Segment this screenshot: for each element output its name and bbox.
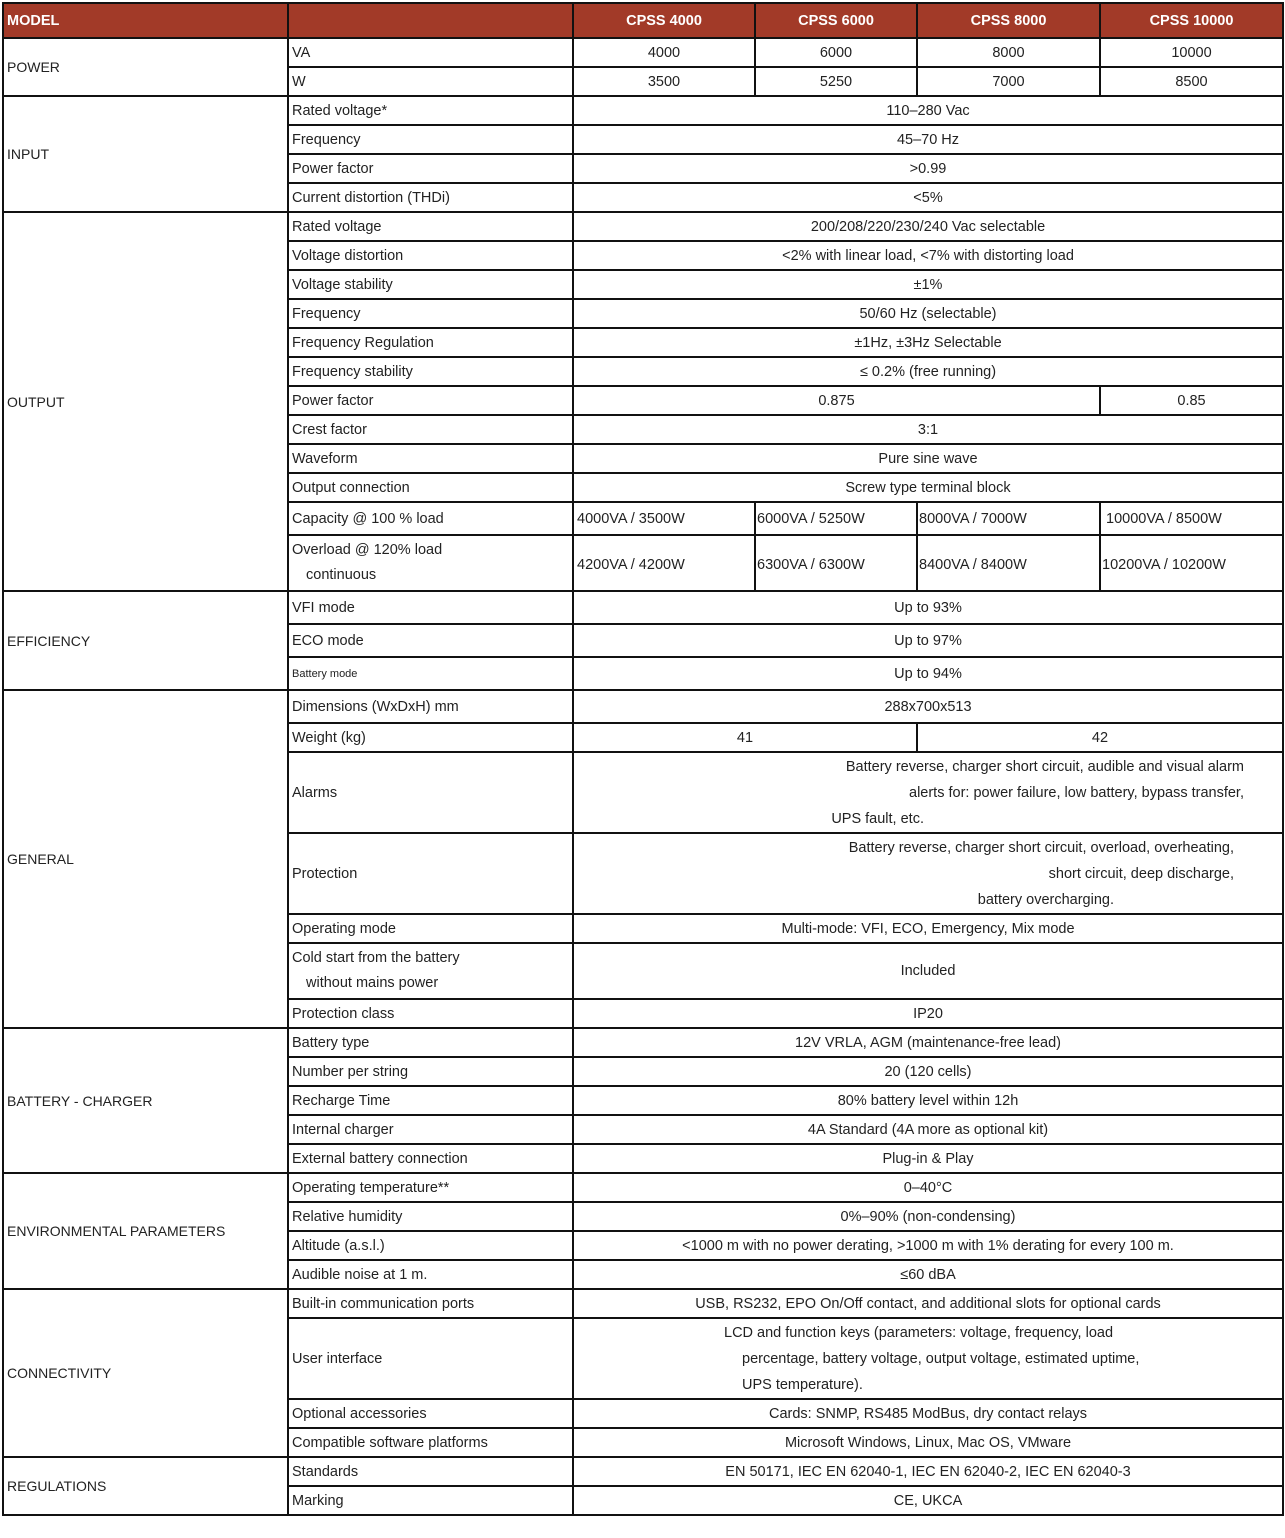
cell-value: 8500 [1100,67,1283,96]
row-label: Battery type [288,1028,573,1057]
row-label: Frequency Regulation [288,328,573,357]
cell-value: 12V VRLA, AGM (maintenance-free lead) [573,1028,1283,1057]
cell-value: Up to 94% [573,657,1283,690]
row-label: ECO mode [288,624,573,657]
row-label: Relative humidity [288,1202,573,1231]
row-label: Operating temperature** [288,1173,573,1202]
cell-value: Cards: SNMP, RS485 ModBus, dry contact relays [573,1399,1283,1428]
row-label: Output connection [288,473,573,502]
row-label [288,535,573,591]
category-efficiency: EFFICIENCY [3,591,288,690]
category-regulations: REGULATIONS [3,1457,288,1515]
cell-value: 8000VA / 7000W [917,502,1100,535]
row-label: Power factor [288,154,573,183]
row-label: User interface [288,1318,573,1399]
cell-line: UPS temperature). [742,1376,863,1393]
row-label: Frequency [288,299,573,328]
row-label: Power factor [288,386,573,415]
row-label: Rated voltage* [288,96,573,125]
row-label: VFI mode [288,591,573,624]
row-label: Number per string [288,1057,573,1086]
header-model-4: CPSS 10000 [1100,3,1283,38]
cell-value: ≤ 0.2% (free running) [573,357,1283,386]
header-model-3: CPSS 8000 [917,3,1100,38]
row-label: Operating mode [288,914,573,943]
row-label-line: without mains power [306,975,439,991]
cell-value: USB, RS232, EPO On/Off contact, and additional slots for optional cards [573,1289,1283,1318]
cell-value: 7000 [917,67,1100,96]
row-label-line: continuous [306,567,377,583]
row-label: Voltage stability [288,270,573,299]
row-label: Frequency stability [288,357,573,386]
category-battery: BATTERY - CHARGER [3,1028,288,1173]
table-row [3,1173,1283,1202]
row-label: Battery mode [288,657,573,690]
row-label: Altitude (a.s.l.) [288,1231,573,1260]
cell-value: 0–40°C [573,1173,1283,1202]
cell-value: 3:1 [573,415,1283,444]
category-connectivity: CONNECTIVITY [3,1289,288,1457]
cell-value: 110–280 Vac [573,96,1283,125]
cell-value: 5250 [755,67,917,96]
spec-table [2,2,1284,1516]
row-label: W [288,67,573,96]
cell-value: 6000VA / 5250W [755,502,917,535]
cell-line: LCD and function keys (parameters: voltage, frequency, load [724,1324,1114,1341]
cell-value: <5% [573,183,1283,212]
cell-value: 8000 [917,38,1100,67]
header-model: MODEL [3,3,288,38]
table-row [3,591,1283,624]
row-label: Dimensions (WxDxH) mm [288,690,573,723]
header-spacer [288,3,573,38]
row-label: Current distortion (THDi) [288,183,573,212]
cell-value: 200/208/220/230/240 Vac selectable [573,212,1283,241]
row-label-line: Overload @ 120% load [292,542,443,558]
cell-value: 10000VA / 8500W [1100,502,1283,535]
cell-value: EN 50171, IEC EN 62040-1, IEC EN 62040-2, IEC EN 62040-3 [573,1457,1283,1486]
cell-value: 0.85 [1100,386,1283,415]
cell-value: ≤60 dBA [573,1260,1283,1289]
cell-value: IP20 [573,999,1283,1028]
cell-value: Up to 97% [573,624,1283,657]
cell-line: alerts for: power failure, low battery, bypass transfer, [909,784,1244,801]
cell-value: 8400VA / 8400W [917,535,1100,591]
cell-value [573,752,1283,833]
cell-line: UPS fault, etc. [831,810,924,827]
cell-line: Battery reverse, charger short circuit, overload, overheating, [848,839,1234,856]
row-label: Marking [288,1486,573,1515]
cell-value: 50/60 Hz (selectable) [573,299,1283,328]
row-label: Voltage distortion [288,241,573,270]
cell-value: 41 [573,723,917,752]
row-label: Internal charger [288,1115,573,1144]
cell-value: 4A Standard (4A more as optional kit) [573,1115,1283,1144]
cell-value: 45–70 Hz [573,125,1283,154]
category-power: POWER [3,38,288,96]
header-model-2: CPSS 6000 [755,3,917,38]
header-model-1: CPSS 4000 [573,3,755,38]
cell-value: Microsoft Windows, Linux, Mac OS, VMware [573,1428,1283,1457]
cell-value: Up to 93% [573,591,1283,624]
cell-value: Plug-in & Play [573,1144,1283,1173]
cell-value: Pure sine wave [573,444,1283,473]
row-label: Weight (kg) [288,723,573,752]
cell-value [573,833,1283,914]
row-label [288,943,573,999]
cell-value: 4000 [573,38,755,67]
cell-value: 80% battery level within 12h [573,1086,1283,1115]
table-row [3,212,1283,241]
cell-value: <1000 m with no power derating, >1000 m with 1% derating for every 100 m. [573,1231,1283,1260]
row-label: Protection [288,833,573,914]
cell-value: 10200VA / 10200W [1100,535,1283,591]
header-row [3,3,1283,38]
table-row [3,1028,1283,1057]
cell-value: CE, UKCA [573,1486,1283,1515]
cell-value: ±1% [573,270,1283,299]
cell-value: 6000 [755,38,917,67]
cell-value: 288x700x513 [573,690,1283,723]
row-label: Crest factor [288,415,573,444]
cell-line: battery overcharging. [977,891,1114,908]
cell-line: percentage, battery voltage, output voltage, estimated uptime, [742,1350,1140,1367]
row-label: Rated voltage [288,212,573,241]
cell-value: 6300VA / 6300W [755,535,917,591]
table-row [3,1289,1283,1318]
cell-value: 4000VA / 3500W [573,502,755,535]
row-label: Optional accessories [288,1399,573,1428]
row-label: Frequency [288,125,573,154]
cell-value: 20 (120 cells) [573,1057,1283,1086]
cell-value: 0.875 [573,386,1100,415]
category-environmental: ENVIRONMENTAL PARAMETERS [3,1173,288,1289]
row-label: Alarms [288,752,573,833]
table-row [3,690,1283,723]
cell-value: Multi-mode: VFI, ECO, Emergency, Mix mode [573,914,1283,943]
row-label: External battery connection [288,1144,573,1173]
cell-value: 3500 [573,67,755,96]
row-label: Recharge Time [288,1086,573,1115]
table-row [3,96,1283,125]
cell-line: Battery reverse, charger short circuit, audible and visual alarm [845,758,1244,775]
row-label: Compatible software platforms [288,1428,573,1457]
cell-value: 0%–90% (non-condensing) [573,1202,1283,1231]
row-label: Built-in communication ports [288,1289,573,1318]
table-row [3,1457,1283,1486]
category-output: OUTPUT [3,212,288,591]
cell-value: 42 [917,723,1283,752]
cell-value [573,1318,1283,1399]
category-input: INPUT [3,96,288,212]
cell-value: <2% with linear load, <7% with distorting load [573,241,1283,270]
row-label: Waveform [288,444,573,473]
row-label: Standards [288,1457,573,1486]
cell-value: 4200VA / 4200W [573,535,755,591]
category-general: GENERAL [3,690,288,1028]
row-label: Capacity @ 100 % load [288,502,573,535]
row-label: Audible noise at 1 m. [288,1260,573,1289]
row-label-line: Cold start from the battery [292,950,460,966]
cell-value: >0.99 [573,154,1283,183]
cell-value: Screw type terminal block [573,473,1283,502]
row-label: Protection class [288,999,573,1028]
cell-line: short circuit, deep discharge, [1048,865,1234,882]
cell-value: ±1Hz, ±3Hz Selectable [573,328,1283,357]
cell-value: 10000 [1100,38,1283,67]
cell-value: Included [573,943,1283,999]
table-row [3,38,1283,67]
row-label: VA [288,38,573,67]
